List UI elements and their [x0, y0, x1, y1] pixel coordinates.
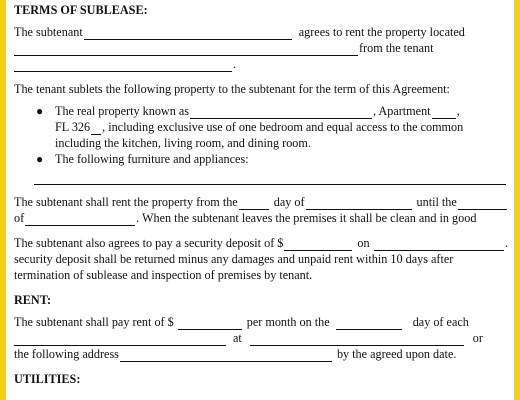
day-of-label: day of: [273, 195, 305, 209]
deposit-label: The subtenant also agrees to pay a security deposit of $: [14, 236, 284, 250]
leave-clean-text: . When the subtenant leaves the premises it shall be clean and in good: [136, 211, 477, 225]
furniture-blank-line: [14, 167, 508, 185]
agreed-date-text: by the agreed upon date.: [336, 347, 457, 361]
rent-address-line: [14, 346, 508, 362]
comma-text: ,: [456, 104, 460, 118]
real-property-label: The real property known as: [55, 104, 190, 118]
start-day-field[interactable]: [239, 198, 269, 210]
subtenant-label: The subtenant: [14, 25, 83, 39]
deposit-date-field[interactable]: [374, 239, 504, 251]
period-text: .: [504, 236, 508, 250]
bullet-real-property-cont: [14, 119, 508, 135]
furniture-label: The following furniture and appliances:: [55, 152, 249, 166]
from-tenant-text: from the tenant: [359, 41, 434, 55]
rent-period-line-2: [14, 210, 508, 226]
until-label: until the: [416, 195, 457, 209]
common-areas-line: including the kitchen, living room, and dining room.: [55, 136, 311, 150]
rent-period-line: [14, 194, 508, 210]
termination-line: termination of sublease and inspection of premises by tenant.: [14, 268, 313, 282]
apartment-label: , Apartment: [373, 104, 431, 118]
property-address-field[interactable]: [190, 107, 372, 119]
on-label: on: [357, 236, 370, 250]
sublets-paragraph: The tenant sublets the following property to the subtenant for the term of this Agreement:: [14, 82, 450, 96]
payment-period-field[interactable]: [14, 334, 226, 346]
property-location-line: [14, 40, 508, 56]
rent-payment-line: [14, 330, 508, 346]
tenant-name-line: [14, 56, 508, 72]
bullet-furniture: [14, 151, 508, 167]
sublease-content: [14, 2, 508, 387]
furniture-list-field[interactable]: [34, 173, 506, 185]
zip-field[interactable]: [91, 123, 101, 135]
end-month-field[interactable]: [25, 214, 135, 226]
subtenant-line: [14, 24, 508, 40]
day-of-each-label: day of each: [412, 315, 469, 329]
or-label: or: [472, 331, 483, 345]
bullet-dot: ●: [36, 152, 44, 166]
of-label: of: [14, 211, 25, 225]
utilities-heading: UTILITIES:: [14, 372, 81, 386]
rent-amount-label: The subtenant shall pay rent of $: [14, 315, 174, 329]
end-day-field[interactable]: [458, 198, 507, 210]
rent-amount-line: [14, 314, 508, 330]
rent-day-field[interactable]: [336, 318, 402, 330]
per-month-label: per month on the: [246, 315, 330, 329]
start-month-field[interactable]: [306, 198, 412, 210]
period-text: .: [233, 57, 237, 71]
property-location-field[interactable]: [14, 44, 358, 56]
bullet-dot: ●: [36, 104, 44, 118]
document-page: [6, 0, 514, 400]
deposit-amount-field[interactable]: [284, 239, 352, 251]
rent-heading: RENT:: [14, 293, 52, 307]
at-label: at: [233, 331, 242, 345]
subtenant-name-field[interactable]: [84, 28, 292, 40]
deposit-line: [14, 235, 508, 251]
payment-location-field[interactable]: [250, 334, 464, 346]
rent-amount-field[interactable]: [178, 318, 242, 330]
bullet-real-property: [14, 103, 508, 119]
tenant-name-field[interactable]: [14, 60, 232, 72]
terms-heading: TERMS OF SUBLEASE:: [14, 3, 148, 17]
payment-address-field[interactable]: [120, 350, 332, 362]
agrees-text: agrees to rent the property located: [298, 25, 465, 39]
following-address-label: the following address: [14, 347, 119, 361]
deposit-return-line: security deposit shall be returned minus any damages and unpaid rent within 10 days after: [14, 252, 454, 266]
rent-from-label: The subtenant shall rent the property from the: [14, 195, 238, 209]
zip-prefix: FL 326: [55, 120, 91, 134]
apartment-number-field[interactable]: [432, 107, 456, 119]
exclusive-use-text: , including exclusive use of one bedroom and equal access to the common: [102, 120, 464, 134]
